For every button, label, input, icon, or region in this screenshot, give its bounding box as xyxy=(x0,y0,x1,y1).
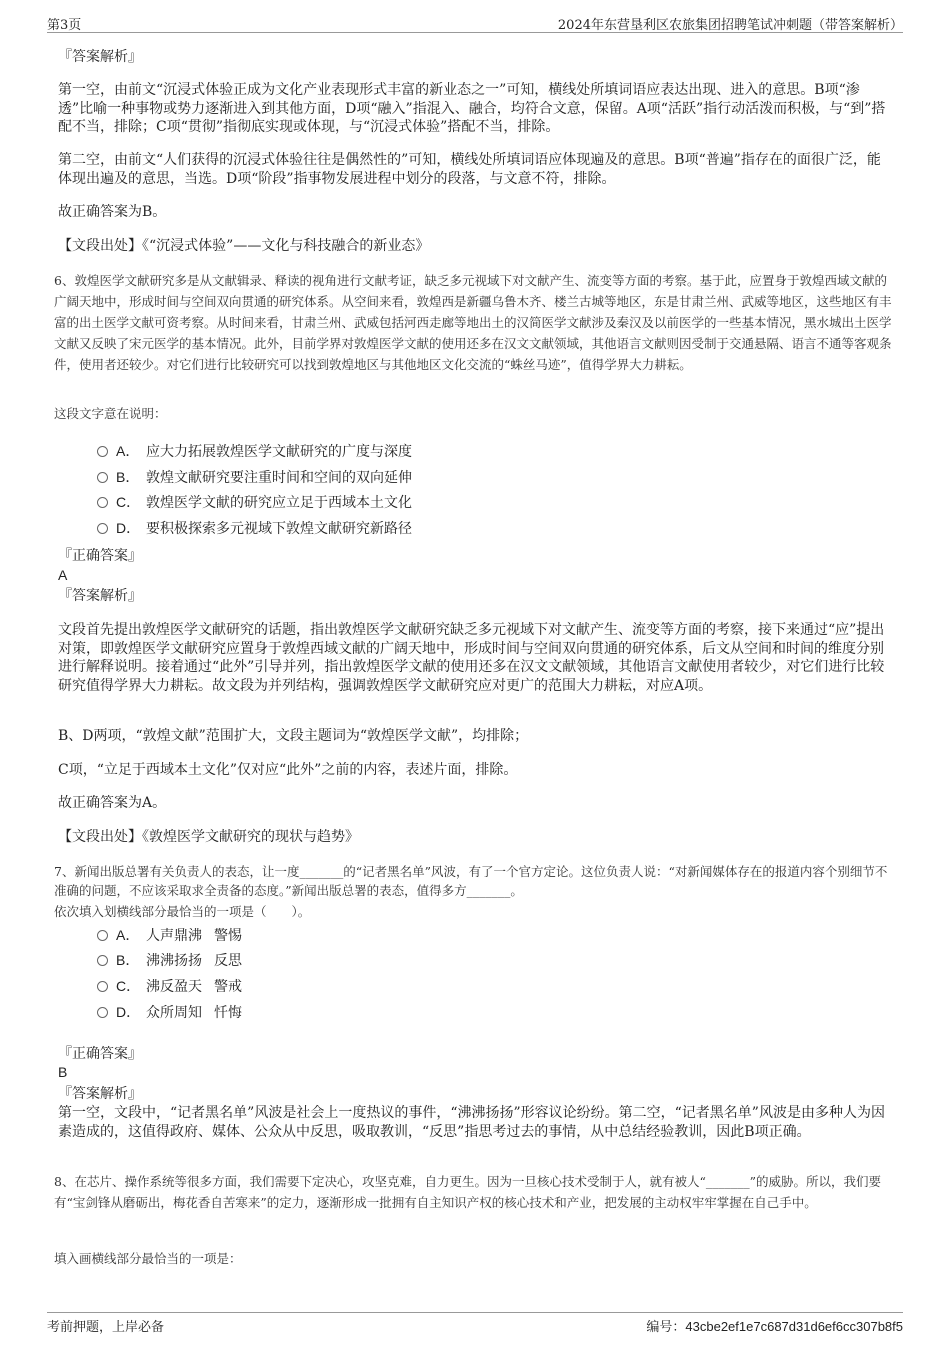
radio-icon[interactable] xyxy=(97,523,108,534)
page-header xyxy=(47,12,903,33)
q7-analysis-label: 『答案解析』 xyxy=(58,1086,142,1102)
footer-code: 编号：43cbe2ef1e7c687d31d6ef6cc307b8f5 xyxy=(646,1319,903,1334)
q7-stem: 7、新闻出版总署有关负责人的表态，让一度_______的“记者黑名单”风波，有了一个官方定论。这位负责人说：“对新闻媒体存在的报道内容个别细节不准确的问题，不应该采取求全责备的态度。”新闻出版总署的表态，值得多方_______。 xyxy=(54,864,888,898)
radio-icon[interactable] xyxy=(97,930,108,941)
radio-icon[interactable] xyxy=(97,472,108,483)
radio-icon[interactable] xyxy=(97,446,108,457)
q5-analysis-label: 『答案解析』 xyxy=(58,49,142,65)
q7-option-d[interactable]: D． 众所周知 忏悔 xyxy=(97,1002,242,1022)
q6-prompt: 这段文字意在说明： xyxy=(54,406,167,421)
q5-analysis-p1: 第一空，由前文“沉浸式体验正成为文化产业表现形式丰富的新业态之一”可知，横线处所填词语应表达出现、进入的意思。B项“渗透”比喻一种事物或势力逐渐进入到其他方面，D项“融入”指混入、融合，均符合文意，保留。A项“活跃”指行动活泼而积极，与“到”搭配不当，排除；C项“贯彻”指彻底实现或体现，与“沉浸式体验”搭配不当，排除。 xyxy=(58,82,886,135)
radio-icon[interactable] xyxy=(97,981,108,992)
radio-icon[interactable] xyxy=(97,955,108,966)
q5-analysis-p2: 第二空，由前文“人们获得的沉浸式体验往往是偶然性的”可知，横线处所填词语应体现遍及的意思。B项“普遍”指存在的面很广泛，能体现出遍及的意思，当选。D项“阶段”指事物发展进程中划分的段落，与文意不符，排除。 xyxy=(58,152,881,187)
q6-analysis-p2: B、D两项，“敦煌文献”范围扩大，文段主题词为“敦煌医学文献”，均排除； xyxy=(58,728,529,744)
q5-source: 【文段出处】《“沉浸式体验”——文化与科技融合的新业态》 xyxy=(58,238,430,254)
q6-analysis-label: 『答案解析』 xyxy=(58,588,142,604)
q6-analysis-p1: 文段首先提出敦煌医学文献研究的话题，指出敦煌医学文献研究缺乏多元视域下对文献产生、流变等方面的考察，接下来通过“应”提出对策，即敦煌医学文献研究应置身于敦煌西域文献的广阔天地中，形成时间与空间双向贯通的研究体系，后文从空间和时间的维度分别进行解释说明。接着通过“此外”引导并列，指出敦煌医学文献的使用还多在汉文文献领域，其他语言文献使用者较少，对它们进行比较研究值得学界大力耕耘。故文段为并列结构，强调敦煌医学文献研究应对更广的范围大力耕耘，对应A项。 xyxy=(58,622,885,694)
q7-answer: B xyxy=(58,1064,68,1080)
document-title: 2024年东营垦利区农旅集团招聘笔试冲刺题（带答案解析） xyxy=(557,18,903,33)
q6-source: 【文段出处】《敦煌医学文献研究的现状与趋势》 xyxy=(58,829,359,845)
q7-option-c[interactable]: C． 沸反盈天 警戒 xyxy=(97,976,242,996)
q7-analysis: 第一空，文段中，“记者黑名单”风波是社会上一度热议的事件，“沸沸扬扬”形容议论纷纷。第二空，“记者黑名单”风波是由多种人为因素造成的，这值得政府、媒体、公众从中反思，吸取教训，“反思”指思考过去的事情，从中总结经验教训，因此B项正确。 xyxy=(58,1105,885,1140)
q6-option-d[interactable]: D． 要积极探索多元视域下敦煌文献研究新路径 xyxy=(97,518,412,538)
q8-stem: 8、在芯片、操作系统等很多方面，我们需要下定决心，攻坚克难，自力更生。因为一旦核心技术受制于人，就有被人“_______”的威胁。所以，我们要有“宝剑锋从磨砺出，梅花香自苦寒来”的定力，逐渐形成一批拥有自主知识产权的核心技术和产业，把发展的主动权牢牢掌握在自己手中。 xyxy=(54,1174,881,1210)
q7-option-b[interactable]: B． 沸沸扬扬 反思 xyxy=(97,950,242,970)
q6-stem: 6、敦煌医学文献研究多是从文献辑录、释读的视角进行文献考证，缺乏多元视域下对文献产生、流变等方面的考察。基于此，应置身于敦煌西域文献的广阔天地中，形成时间与空间双向贯通的研究体系。从空间来看，敦煌西是新疆乌鲁木齐、楼兰古城等地区，东是甘肃兰州、武威等地区，这些地区有丰富的出土医学文献可资考察。从时间来看，甘肃兰州、武威包括河西走廊等地出土的汉简医学文献涉及秦汉及以前医学的一些基本情况，黑水城出土医学文献又反映了宋元医学的基本情况。此外，目前学界对敦煌医学文献的使用还多在汉文文献领域，其他语言文献则因受制于交通悬隔、语言不通等客观条件，使用者还较少。对它们进行比较研究可以找到敦煌地区与其他地区文化交流的“蛛丝马迹”，值得学界大力耕耘。 xyxy=(54,273,892,372)
page-footer xyxy=(47,1312,903,1335)
q8-prompt: 填入画横线部分最恰当的一项是： xyxy=(54,1251,242,1266)
q6-answer-label: 『正确答案』 xyxy=(58,548,142,564)
q7-prompt: 依次填入划横线部分最恰当的一项是（ ）。 xyxy=(54,904,311,919)
q7-option-a[interactable]: A． 人声鼎沸 警惕 xyxy=(97,925,242,945)
q7-answer-label: 『正确答案』 xyxy=(58,1046,142,1062)
radio-icon[interactable] xyxy=(97,497,108,508)
q5-conclusion: 故正确答案为B。 xyxy=(58,204,167,220)
q6-option-b[interactable]: B． 敦煌文献研究要注重时间和空间的双向延伸 xyxy=(97,467,412,487)
q6-option-a[interactable]: A． 应大力拓展敦煌医学文献研究的广度与深度 xyxy=(97,441,412,461)
q6-option-c[interactable]: C． 敦煌医学文献的研究应立足于西域本土文化 xyxy=(97,492,412,512)
page-number: 第3页 xyxy=(47,18,82,33)
q6-answer: A xyxy=(58,567,68,583)
q6-analysis-p3: C项，“立足于西域本土文化”仅对应“此外”之前的内容，表述片面，排除。 xyxy=(58,762,518,778)
q6-conclusion: 故正确答案为A。 xyxy=(58,795,167,811)
footer-slogan: 考前押题，上岸必备 xyxy=(47,1320,165,1335)
radio-icon[interactable] xyxy=(97,1007,108,1018)
